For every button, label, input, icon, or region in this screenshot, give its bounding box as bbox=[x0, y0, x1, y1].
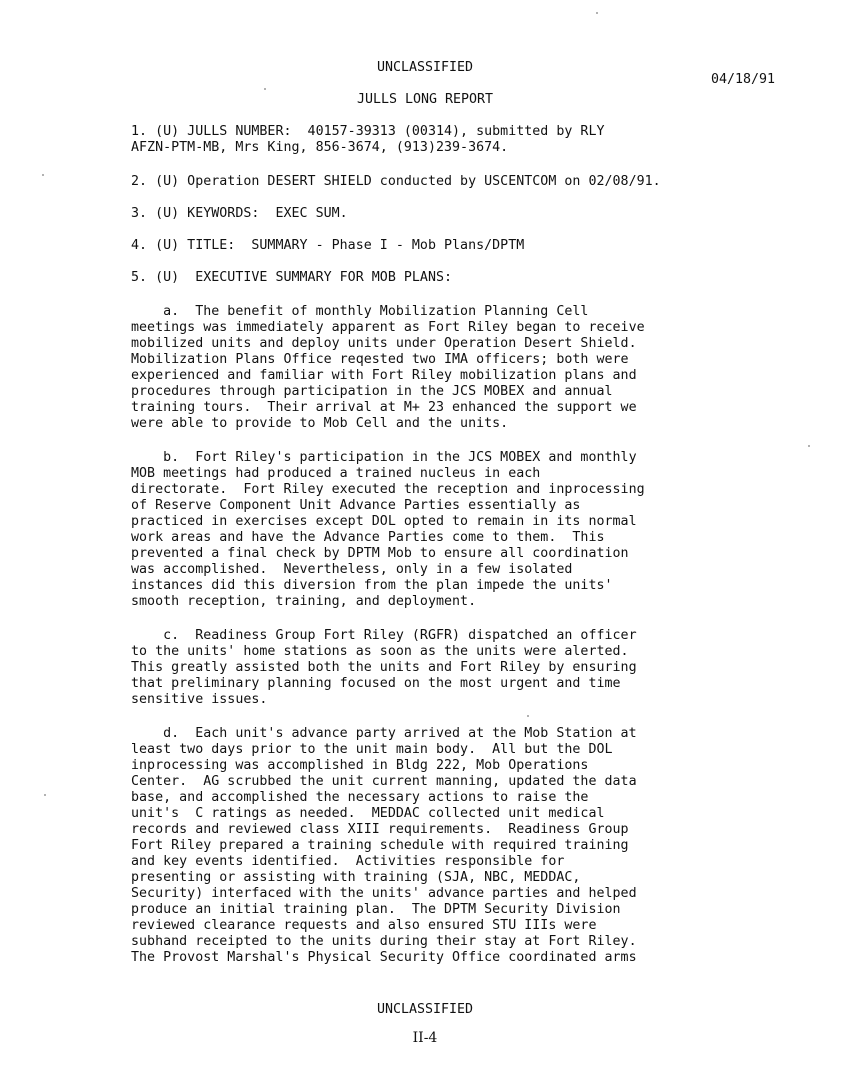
text-line: were able to provide to Mob Cell and the units. bbox=[131, 416, 509, 431]
text-line: d. Each unit's advance party arrived at the Mob Station at bbox=[131, 726, 637, 741]
text-line: 1. (U) JULLS NUMBER: 40157-39313 (00314), submitted by RLY bbox=[131, 124, 605, 139]
text-line: least two days prior to the unit main body. All but the DOL bbox=[131, 742, 613, 757]
text-line: Center. AG scrubbed the unit current manning, updated the data bbox=[131, 774, 637, 789]
text-line: prevented a final check by DPTM Mob to ensure all coordination bbox=[131, 546, 629, 561]
report-date: 04/18/91 bbox=[711, 72, 776, 87]
text-line: Fort Riley prepared a training schedule with required training bbox=[131, 838, 629, 853]
text-line: and key events identified. Activities responsible for bbox=[131, 854, 565, 869]
text-line: practiced in exercises except DOL opted to remain in its normal bbox=[131, 514, 637, 529]
scan-speck bbox=[808, 445, 810, 447]
text-line: instances did this diversion from the plan impede the units' bbox=[131, 578, 613, 593]
text-line: subhand receipted to the units during their stay at Fort Riley. bbox=[131, 934, 637, 949]
text-line: sensitive issues. bbox=[131, 692, 268, 707]
text-line: procedures through participation in the JCS MOBEX and annual bbox=[131, 384, 613, 399]
text-line: Security) interfaced with the units' advance parties and helped bbox=[131, 886, 637, 901]
text-line: to the units' home stations as soon as the units were alerted. bbox=[131, 644, 629, 659]
scan-speck bbox=[596, 12, 598, 14]
text-line: training tours. Their arrival at M+ 23 enhanced the support we bbox=[131, 400, 637, 415]
text-line: 4. (U) TITLE: SUMMARY - Phase I - Mob Plans/DPTM bbox=[131, 238, 525, 253]
text-line: meetings was immediately apparent as Fort Riley began to receive bbox=[131, 320, 645, 335]
text-line: produce an initial training plan. The DPTM Security Division bbox=[131, 902, 621, 917]
text-line: 5. (U) EXECUTIVE SUMMARY FOR MOB PLANS: bbox=[131, 270, 453, 285]
text-line: of Reserve Component Unit Advance Parties essentially as bbox=[131, 498, 581, 513]
scan-speck bbox=[44, 794, 46, 796]
text-line: that preliminary planning focused on the most urgent and time bbox=[131, 676, 621, 691]
text-line: smooth reception, training, and deployment. bbox=[131, 594, 477, 609]
text-line: This greatly assisted both the units and Fort Riley by ensuring bbox=[131, 660, 637, 675]
text-line: presenting or assisting with training (SJA, NBC, MEDDAC, bbox=[131, 870, 581, 885]
text-line: records and reviewed class XIII requirements. Readiness Group bbox=[131, 822, 629, 837]
text-line: MOB meetings had produced a trained nucleus in each bbox=[131, 466, 541, 481]
classification-header: UNCLASSIFIED bbox=[376, 60, 474, 75]
text-line: was accomplished. Nevertheless, only in a few isolated bbox=[131, 562, 573, 577]
report-title: JULLS LONG REPORT bbox=[356, 92, 494, 107]
text-line: 3. (U) KEYWORDS: EXEC SUM. bbox=[131, 206, 348, 221]
text-line: base, and accomplished the necessary actions to raise the bbox=[131, 790, 589, 805]
text-line: mobilized units and deploy units under Operation Desert Shield. bbox=[131, 336, 637, 351]
text-line: work areas and have the Advance Parties come to them. This bbox=[131, 530, 605, 545]
text-line: experienced and familiar with Fort Riley mobilization plans and bbox=[131, 368, 637, 383]
scan-speck bbox=[264, 88, 266, 90]
text-line: unit's C ratings as needed. MEDDAC collected unit medical bbox=[131, 806, 605, 821]
text-line: The Provost Marshal's Physical Security Office coordinated arms bbox=[131, 950, 637, 965]
text-line: c. Readiness Group Fort Riley (RGFR) dispatched an officer bbox=[131, 628, 637, 643]
text-line: b. Fort Riley's participation in the JCS MOBEX and monthly bbox=[131, 450, 637, 465]
scan-speck bbox=[42, 174, 44, 176]
text-line: reviewed clearance requests and also ensured STU IIIs were bbox=[131, 918, 597, 933]
classification-footer: UNCLASSIFIED bbox=[376, 1002, 474, 1017]
text-line: directorate. Fort Riley executed the reception and inprocessing bbox=[131, 482, 645, 497]
text-line: inprocessing was accomplished in Bldg 222, Mob Operations bbox=[131, 758, 589, 773]
text-line: AFZN-PTM-MB, Mrs King, 856-3674, (913)239-3674. bbox=[131, 140, 509, 155]
page-number: II-4 bbox=[412, 1030, 438, 1046]
text-line: Mobilization Plans Office reqested two IMA officers; both were bbox=[131, 352, 629, 367]
scan-speck bbox=[527, 715, 529, 717]
text-line: 2. (U) Operation DESERT SHIELD conducted by USCENTCOM on 02/08/91. bbox=[131, 174, 661, 189]
text-line: a. The benefit of monthly Mobilization Planning Cell bbox=[131, 304, 589, 319]
